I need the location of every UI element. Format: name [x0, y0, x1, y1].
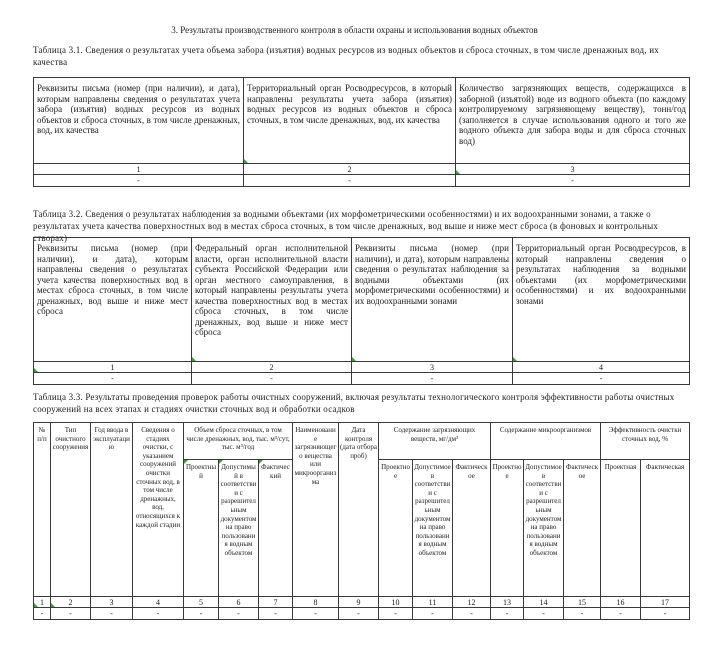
- cell-col-2: -: [51, 608, 91, 620]
- header-quality-letter-details: Реквизиты письма (номер (при наличии), и дата), которым направлены сведения о результатах учета качества поверхностных вод в местах сброса сточных, в том числе дренажных, вод выше и ниже мест сброса: [34, 238, 192, 362]
- column-number-7: 7: [259, 597, 293, 608]
- header-row: [34, 78, 690, 164]
- column-number-3: 3: [91, 597, 133, 608]
- cell-col-7: -: [259, 608, 293, 620]
- header-substance-name: Наименование загрязняющего вещества или микроорганизма: [293, 423, 339, 597]
- column-number-16: 16: [601, 597, 641, 608]
- table-3-1: [33, 77, 690, 187]
- header-pollutant-quantity: Количество загрязняющих веществ, содержащихся в заборной (изъятой) воде из водного объекта (по каждому контролируемому загрязняющему веществу), тонн/год (заполняется в случае использования одного и того же водного объекта для забора воды и для сброса сточных вод): [456, 78, 690, 164]
- table-3-3-caption: Таблица 3.3. Результаты проведения проверок работы очистных сооружений, включая результаты технологического контроля эффективности работы очистных сооружений на всех этапах и стадиях очистки сточных вод и обработки осадков: [33, 392, 675, 414]
- header-letter-details: Реквизиты письма (номер (при наличии), и дата), которым направлены сведения о результатах учета забора (изъятия) водных ресурсов из водных объектов и сброса сточных, в том числе дренажных, вод, их качества: [34, 78, 244, 164]
- header-group-row: [34, 423, 690, 460]
- column-number-1: 1: [34, 362, 192, 373]
- cell-col-8: -: [293, 608, 339, 620]
- header-discharge-volume: Объем сброса сточных, в том числе дренажных, вод, тыс. м³/сут, тыс. м³/год: [184, 423, 293, 460]
- column-number-3: 3: [352, 362, 513, 373]
- table-row: [34, 373, 690, 385]
- cell-col-4: -: [513, 373, 690, 385]
- header-facility-type: Тип очистного сооружения: [51, 423, 91, 597]
- column-number-17: 17: [641, 597, 690, 608]
- cell-col-11: -: [413, 608, 453, 620]
- header-pollutant-permitted: Допустимое в соответствии с разрешительным документом на право пользования водным объектом: [413, 460, 453, 597]
- header-pollutant-actual: Фактическое: [453, 460, 491, 597]
- cell-col-1: -: [34, 608, 51, 620]
- cell-col-3: -: [91, 608, 133, 620]
- header-row-number: № п/п: [34, 423, 51, 597]
- header-row: [34, 238, 690, 362]
- column-number-2: 2: [192, 362, 352, 373]
- column-number-4: 4: [513, 362, 690, 373]
- header-commission-year: Год ввода в эксплуатацию: [91, 423, 133, 597]
- column-number-1: 1: [34, 597, 51, 608]
- section-title: 3. Результаты производственного контроля в области охраны и использования водных объектов: [171, 25, 538, 35]
- column-number-12: 12: [453, 597, 491, 608]
- cell-col-13: -: [491, 608, 524, 620]
- cell-col-3: -: [456, 175, 690, 187]
- column-number-row: [34, 164, 690, 175]
- header-pollutant-design: Проектное: [379, 460, 413, 597]
- header-volume-permitted: Допустимый в соответствии с разрешительным документом на право пользования водным объектом: [219, 460, 259, 597]
- cell-col-16: -: [601, 608, 641, 620]
- header-treatment-efficiency: Эффективность очистки сточных вод, %: [601, 423, 690, 460]
- header-efficiency-actual: Фактическая: [641, 460, 690, 597]
- column-number-14: 14: [524, 597, 564, 608]
- cell-col-5: -: [184, 608, 219, 620]
- cell-col-6: -: [219, 608, 259, 620]
- header-microorganism-actual: Фактическое: [564, 460, 601, 597]
- header-microorganism-content: Содержание микроорганизмов: [491, 423, 601, 460]
- cell-col-9: -: [339, 608, 379, 620]
- column-number-row: [34, 597, 690, 608]
- column-number-6: 6: [219, 597, 259, 608]
- column-number-15: 15: [564, 597, 601, 608]
- column-number-8: 8: [293, 597, 339, 608]
- column-number-3: 3: [456, 164, 690, 175]
- cell-col-17: -: [641, 608, 690, 620]
- column-number-5: 5: [184, 597, 219, 608]
- header-treatment-stages: Сведения о стадиях очистки, с указанием сооружений очистки сточных вод, в том числе дренажных, вод, относящихся к каждой стадии: [133, 423, 184, 597]
- header-efficiency-design: Проектная: [601, 460, 641, 597]
- cell-col-14: -: [524, 608, 564, 620]
- table-3-2: [33, 237, 690, 385]
- column-number-row: [34, 362, 690, 373]
- header-executive-body: Федеральный орган исполнительной власти, орган исполнительной власти субъекта Российской Федерации или орган местного самоуправления, в который направлены результаты учета качества поверхностных вод в местах сброса сточных, в том числе дренажных, вод выше и ниже мест сброса: [192, 238, 352, 362]
- column-number-11: 11: [413, 597, 453, 608]
- cell-col-12: -: [453, 608, 491, 620]
- cell-col-3: -: [352, 373, 513, 385]
- cell-col-1: -: [34, 175, 244, 187]
- table-3-3: [33, 422, 690, 620]
- header-territorial-body: Территориальный орган Росводресурсов, в который направлены результаты учета забора (изъятия) водных ресурсов из водных объектов и сброса сточных, в том числе дренажных, вод, их качества: [244, 78, 456, 164]
- table-3-2-caption: Таблица 3.2. Сведения о результатах наблюдения за водными объектами (их морфометрическими особенностями) и их водоохранными зонами, а также о результатах учета качества поверхностных вод в местах сброса сточных, в том числе дренажных, вод выше и ниже мест сброса (в фоновых и контрольных створах): [33, 209, 659, 243]
- cell-col-2: -: [192, 373, 352, 385]
- column-number-1: 1: [34, 164, 244, 175]
- cell-col-1: -: [34, 373, 192, 385]
- cell-col-10: -: [379, 608, 413, 620]
- column-number-13: 13: [491, 597, 524, 608]
- table-row: [34, 608, 690, 620]
- header-volume-actual: Фактический: [259, 460, 293, 597]
- header-pollutant-content: Содержание загрязняющих веществ, мг/дм³: [379, 423, 491, 460]
- column-number-2: 2: [244, 164, 456, 175]
- column-number-9: 9: [339, 597, 379, 608]
- column-number-4: 4: [133, 597, 184, 608]
- header-microorganism-permitted: Допустимое в соответствии с разрешительным документом на право пользования водным объектом: [524, 460, 564, 597]
- column-number-2: 2: [51, 597, 91, 608]
- table-3-1-caption: Таблица 3.1. Сведения о результатах учета объема забора (изъятия) водных ресурсов из водных объектов и сброса сточных, в том числе дренажных вод, их качества: [33, 45, 659, 67]
- header-control-date: Дата контроля (дата отбора проб): [339, 423, 379, 597]
- cell-col-4: -: [133, 608, 184, 620]
- cell-col-2: -: [244, 175, 456, 187]
- header-volume-design: Проектный: [184, 460, 219, 597]
- table-row: [34, 175, 690, 187]
- header-microorganism-design: Проектное: [491, 460, 524, 597]
- header-observation-letter-details: Реквизиты письма (номер (при наличии), и дата), которым направлены сведения о результатах наблюдения за водными объектами (их морфометрическими особенностями) и их водоохранными зонами: [352, 238, 513, 362]
- header-territorial-body: Территориальный орган Росводресурсов, в который направлены сведения о результатах наблюдения за водными объектами (их морфометрическими особенностями) и их водоохранными зонами: [513, 238, 690, 362]
- column-number-10: 10: [379, 597, 413, 608]
- cell-col-15: -: [564, 608, 601, 620]
